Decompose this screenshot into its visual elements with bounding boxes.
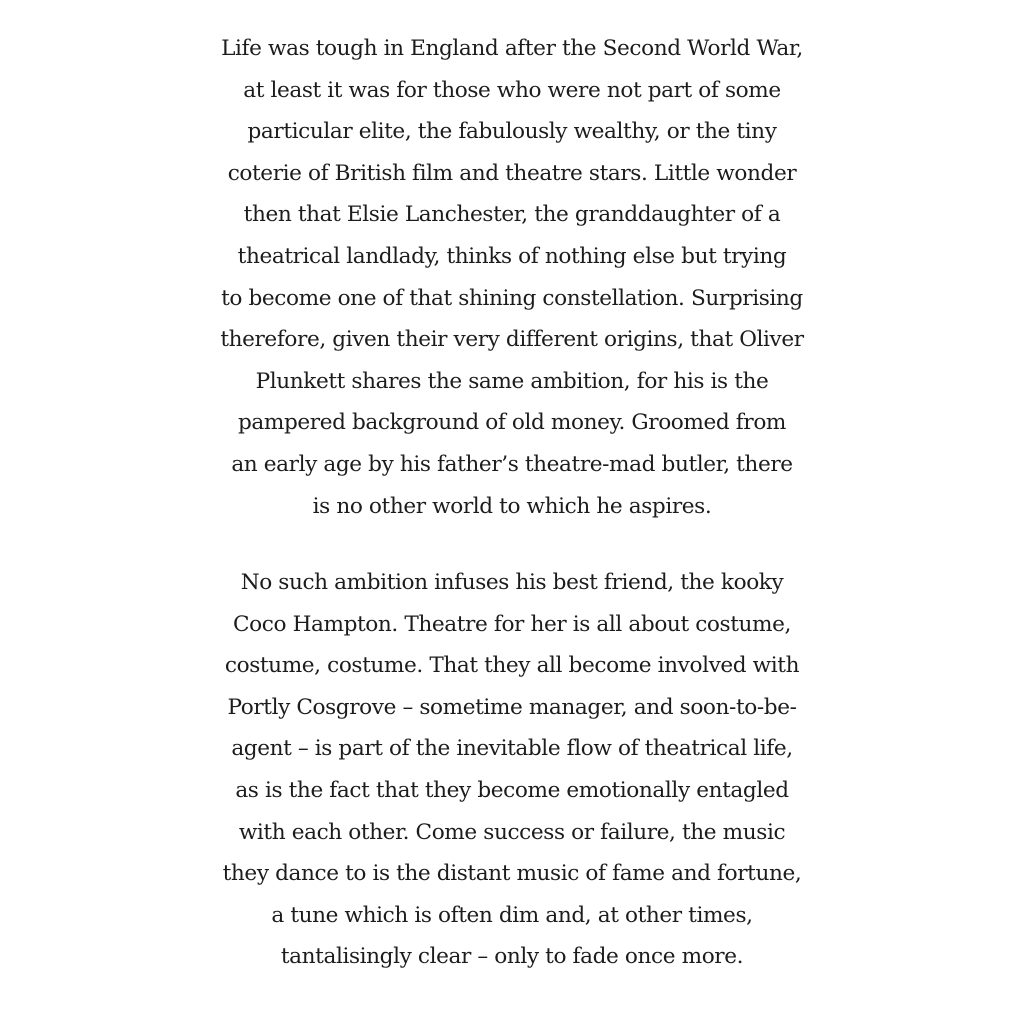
text-line: to become one of that shining constellation. Surprising (221, 285, 803, 311)
text-line: Portly Cosgrove – sometime manager, and soon-to-be- (227, 694, 797, 720)
text-line: theatrical landlady, thinks of nothing else but trying (237, 243, 787, 269)
text-line: Coco Hampton. Theatre for her is all about costume, (233, 611, 791, 637)
text-line: with each other. Come success or failure, the music (238, 819, 786, 845)
text-line: as is the fact that they become emotionally entagled (235, 777, 789, 803)
text-line: an early age by his father’s theatre-mad butler, there (231, 451, 793, 477)
text-line: they dance to is the distant music of fame and fortune, (222, 861, 802, 887)
text-line: pampered background of old money. Groomed from (237, 410, 787, 436)
text-line: Plunkett shares the same ambition, for his is the (255, 368, 769, 394)
text-line: then that Elsie Lanchester, the granddaughter of a (243, 202, 781, 228)
paragraph-2 (0, 562, 1024, 978)
text-line: No such ambition infuses his best friend, the kooky (240, 570, 784, 595)
text-line: Life was tough in England after the Second World War, (221, 36, 803, 61)
text-line: agent – is part of the inevitable flow of theatrical life, (231, 736, 793, 762)
paragraph-1 (0, 28, 1024, 527)
text-line: particular elite, the fabulously wealthy, or the tiny (247, 119, 777, 145)
text-line: costume, costume. That they all become involved with (224, 653, 800, 679)
text-line: a tune which is often dim and, at other times, (271, 902, 753, 928)
text-line: tantalisingly clear – only to fade once more. (280, 944, 744, 970)
text-line: at least it was for those who were not part of some (243, 77, 781, 103)
text-line: is no other world to which he aspires. (312, 493, 712, 519)
text-line: coterie of British film and theatre stars. Little wonder (227, 160, 797, 186)
text-line: therefore, given their very different origins, that Oliver (220, 327, 804, 353)
